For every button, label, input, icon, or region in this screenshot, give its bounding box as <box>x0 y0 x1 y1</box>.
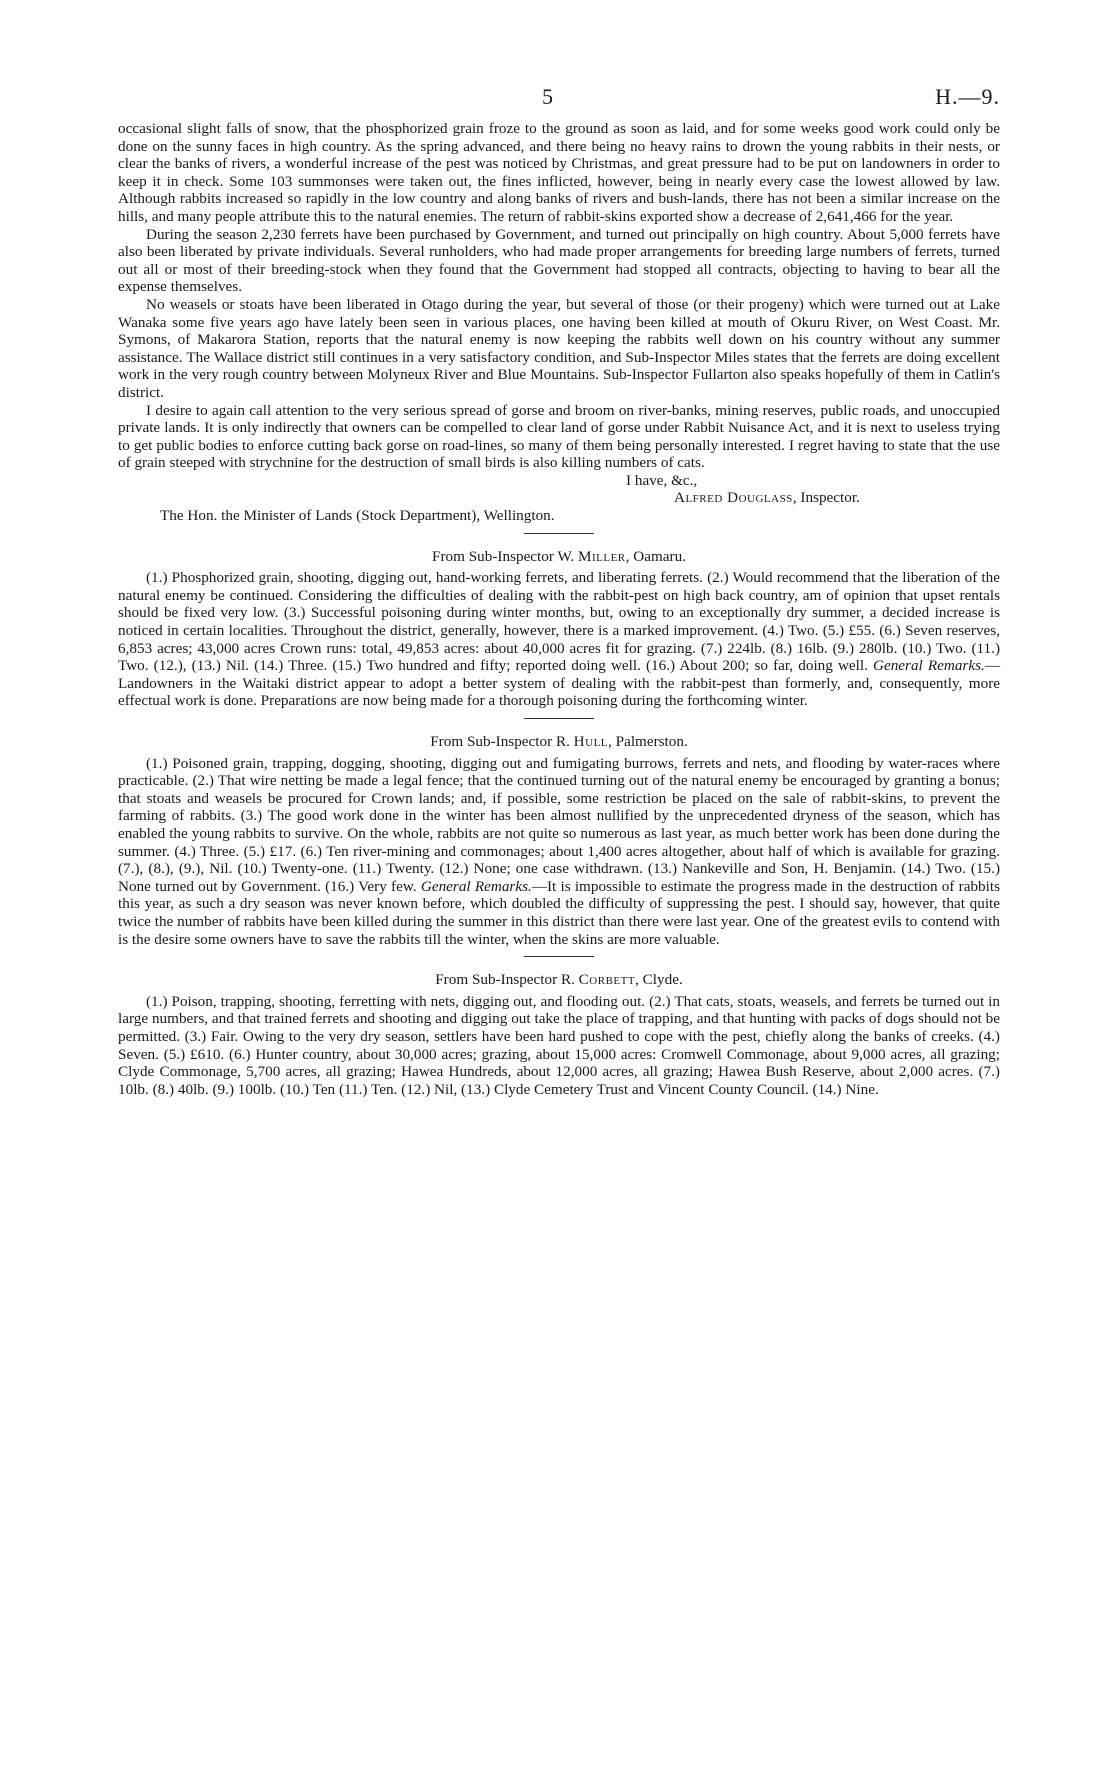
heading-name: Corbett <box>578 971 636 989</box>
report-paragraph: I desire to again call attention to the very serious spread of gorse and broom on river-banks, mining reserves, public roads, and unoccupied private lands. It is only indirectly that owners can be compelled to clear land of gorse under Rabbit Nuisance Act, and it is next to useless trying to get public bodies to enforce cutting back gorse on road-lines, so many of them being personally interested. I regret having to state that the use of grain steeped with strychnine for the destruction of small birds is also killing numbers of cats. <box>118 401 1000 472</box>
heading-suffix: , Oamaru. <box>625 547 686 565</box>
signatory <box>674 489 1000 507</box>
heading-name: Hull <box>573 733 609 750</box>
section-body <box>118 755 1000 949</box>
page-number: 5 <box>542 84 553 109</box>
signoff: I have, &c., <box>626 471 698 489</box>
section-body <box>118 569 1000 710</box>
section-heading <box>118 971 1000 989</box>
heading-prefix: From Sub-Inspector R. <box>430 733 574 750</box>
report-paragraph: During the season 2,230 ferrets have been purchased by Government, and turned out principally on high country. About 5,000 ferrets have also been liberated by private individuals. Several runholders, who had made proper arrangements for breeding large numbers of ferrets, turned out all or most of their breeding-stock when they found that the Government had stopped all contracts, objecting to having to bear all the expense themselves. <box>118 225 1000 296</box>
report-section <box>118 971 1000 1098</box>
remarks-text: —Landowners in the Waitaki district appear to adopt a better system of dealing with the rabbit-pest than formerly, and, consequently, more effectual work is done. Preparations are now being made for a thorough poisoning during the forthcoming winter. <box>118 657 1000 710</box>
section-heading <box>118 733 1000 751</box>
signature-block <box>118 472 1000 525</box>
section-body-text: (1.) Phosphorized grain, shooting, digging out, hand-working ferrets, and liberating ferrets. (2.) Would recommend that the liberation of the natural enemy be continued. Considering the difficulties of dealing with the rabbit-pest on high back country, am of opinion that upset rentals should be fixed very low. (3.) Successful poisoning during winter months, but, owing to an exceptionally dry summer, a decided increase is noticed in certain localities. Throughout the district, generally, however, there is a marked improvement. (4.) Two. (5.) £55. (6.) Seven reserves, 6,853 acres; 43,000 acres Crown runs: total, 49,853 acres: about 40,000 acres fit for grazing. (7.) 224lb. (8.) 16lb. (9.) 280lb. (10.) Two. (11.) Two. (12.), (13.) Nil. (14.) Three. (15.) Two hundred and fifty; reported doing well. (16.) About 200; so far, doing well. <box>118 569 1000 675</box>
signatory-title: , Inspector. <box>792 489 860 507</box>
report-section <box>118 548 1000 710</box>
section-divider <box>524 956 594 957</box>
remarks-label: General Remarks. <box>873 657 985 675</box>
report-paragraph: No weasels or stoats have been liberated in Otago during the year, but several of those (or their progeny) which were turned out at Lake Wanaka some five years ago have lately been seen in various places, one having been killed at mouth of Okuru River, on West Coast. Mr. Symons, of Makarora Station, reports that the natural enemy is now keeping the rabbits well down on his country without any summer assistance. The Wallace district still continues in a very satisfactory condition, and Sub-Inspector Miles states that the ferrets are doing excellent work in the very rough country between Molyneux River and Blue Mountains. Sub-Inspector Fullarton also speaks hopefully of them in Catlin's district. <box>118 295 1000 401</box>
section-divider <box>524 718 594 719</box>
section-heading <box>118 548 1000 566</box>
heading-prefix: From Sub-Inspector W. <box>432 547 578 565</box>
document-page <box>118 84 1000 1098</box>
section-body-text: (1.) Poisoned grain, trapping, dogging, shooting, digging out and fumigating burrows, ferrets and nets, and flooding by water-races where practicable. (2.) That wire netting be made a legal fence; that the continued turning out of the natural enemy be encouraged by granting a bonus; that stoats and weasels be procured for Crown lands; and, if possible, some restriction be placed on the sale of rabbit-skins, to prevent the farming of rabbits. (3.) The good work done in the winter has been almost nullified by the unprecedented dryness of the season, which has enabled the young rabbits to survive. On the whole, rabbits are not quite so numerous as last year, as much better work has been done during the summer. (4.) Three. (5.) £17. (6.) Ten river-mining and commonages; about 1,400 acres altogether, about half of which is available for grazing. (7.), (8.), (9.), Nil. (10.) Twenty-one. (11.) Twenty. (12.) None; one case withdrawn. (13.) Nankeville and Son, H. Benjamin. (14.) Two. (15.) None turned out by Government. (16.) Very few. <box>118 754 1000 895</box>
heading-suffix: , Clyde. <box>635 971 683 989</box>
document-reference: H.—9. <box>935 84 1000 109</box>
heading-name: Miller <box>577 547 626 565</box>
section-divider <box>524 533 594 534</box>
heading-prefix: From Sub-Inspector R. <box>435 971 579 989</box>
report-paragraph: occasional slight falls of snow, that the phosphorized grain froze to the ground as soon as laid, and for some weeks good work could only be done on the sunny faces in high country. As the spring advanced, and there being no heavy rains to drown the young rabbits in their nests, or clear the banks of rivers, a wonderful increase of the pest was noticed by Christmas, and great pressure had to be put on landowners in order to keep it in check. Some 103 summonses were taken out, the fines inflicted, however, being in nearly every case the lowest allowed by law. Although rabbits increased so rapidly in the low country and along banks of rivers and bush-lands, there has not been a similar increase on the hills, and many people attribute this to the natural enemies. The return of rabbit-skins exported show a decrease of 2,641,466 for the year. <box>118 120 1000 225</box>
addressee: The Hon. the Minister of Lands (Stock Department), Wellington. <box>160 507 555 525</box>
report-section <box>118 733 1000 948</box>
page-header <box>118 84 1000 120</box>
remarks-label: General Remarks. <box>420 877 532 895</box>
heading-suffix: , Palmerston. <box>608 733 688 750</box>
section-body: (1.) Poison, trapping, shooting, ferretting with nets, digging out, and flooding out. (2.) That cats, stoats, weasels, and ferrets be turned out in large numbers, and that trained ferrets and shooting and digging out take the place of trapping, and that hunting with packs of dogs should not be permitted. (3.) Fair. Owing to the very dry season, settlers have been hard pushed to cope with the pest, chiefly along the banks of creeks. (4.) Seven. (5.) £610. (6.) Hunter country, about 30,000 acres; grazing, about 15,000 acres: Cromwell Commonage, about 9,000 acres, all grazing; Clyde Commonage, 5,700 acres, all grazing; Hawea Hundreds, about 12,000 acres, all grazing; Hawea Bush Reserve, about 2,000 acres. (7.) 10lb. (8.) 40lb. (9.) 100lb. (10.) Ten (11.) Ten. (12.) Nil, (13.) Clyde Cemetery Trust and Vincent County Council. (14.) Nine. <box>118 992 1000 1098</box>
signatory-name: Alfred Douglass <box>674 489 793 507</box>
remarks-text: —It is impossible to estimate the progress made in the destruction of rabbits this year, as such a dry season was never known before, which doubled the difficulty of suppressing the pest. I should say, however, that quite twice the number of rabbits have been killed during the summer in this district than there were last year. One of the greatest evils to contend with is the desire some owners have to save the rabbits till the winter, when the skins are more valuable. <box>118 877 1000 948</box>
